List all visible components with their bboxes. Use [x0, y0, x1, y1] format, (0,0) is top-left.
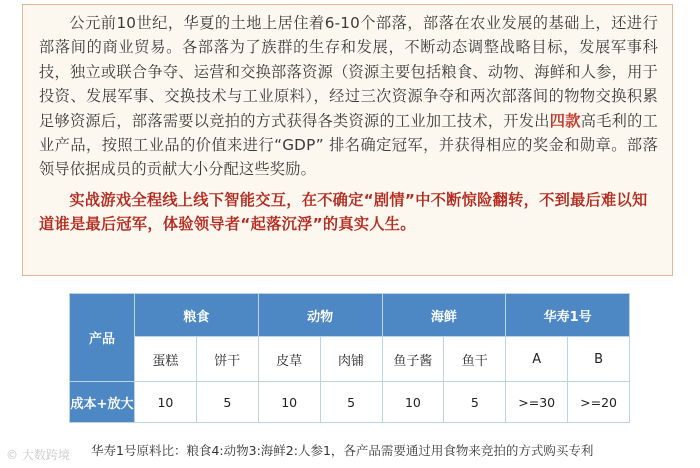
group-header-seafood: 海鲜: [382, 294, 506, 337]
product-header: 蛋糕: [135, 337, 197, 382]
value-cell: >=30: [506, 382, 568, 423]
product-header: 鱼子酱: [382, 337, 444, 382]
intro-box: [22, 4, 673, 276]
product-header: 皮草: [258, 337, 320, 382]
intro-tagline: 实战游戏全程线上线下智能交互，在不确定“剧情”中不断惊险翻转，不到最后难以知道谁是最后冠军，体验领导者“起落沉浮”的真实人生。: [39, 190, 648, 234]
value-cell: 10: [135, 382, 197, 423]
value-cell: 5: [196, 382, 258, 423]
value-cell: >=20: [568, 382, 630, 423]
watermark: © 大数跨境: [6, 448, 70, 462]
footnote: 华寿1号原料比：粮食4:动物3:海鲜2:人参1，各产品需要通过用食物来竞拍的方式购买专利: [91, 443, 594, 458]
product-header: B: [568, 337, 630, 382]
product-header: A: [506, 337, 568, 382]
group-header-huashou: 华寿1号: [506, 294, 630, 337]
product-header: 饼干: [196, 337, 258, 382]
group-header-grain: 粮食: [135, 294, 259, 337]
intro-highlight: 四款: [549, 111, 581, 130]
product-table: [69, 293, 630, 423]
intro-text-b: 高毛利的工业产品，按照工业品的价值来进行“GDP” 排名确定冠军，并获得相应的奖金和勋章。部落领导依据成员的贡献大小分配这些奖励。: [39, 111, 659, 179]
intro-text-a: 公元前10世纪，华夏的土地上居住着6-10个部落，部落在农业发展的基础上，还进行部落间的商业贸易。各部落为了族群的生存和发展，不断动态调整战略目标，发展军事科技，独立或联合争夺、运营和交换部落资源（资源主要包括粮食、动物、海鲜和人参，用于投资、发展军事、交换技术与工业原料），经过三次资源争夺和两次部落间的物物交换积累足够资源后，部落需要以竞拍的方式获得各类资源的工业加工技术，开发出: [39, 14, 658, 130]
intro-paragraph: [39, 11, 658, 182]
product-header: 肉铺: [320, 337, 382, 382]
product-header: 鱼干: [444, 337, 506, 382]
value-cell: 10: [382, 382, 444, 423]
row-header-cost: 成本+放大: [70, 382, 135, 423]
value-cell: 10: [258, 382, 320, 423]
value-cell: 5: [444, 382, 506, 423]
group-header-animal: 动物: [258, 294, 382, 337]
value-cell: 5: [320, 382, 382, 423]
table-corner-label: 产品: [70, 294, 135, 382]
